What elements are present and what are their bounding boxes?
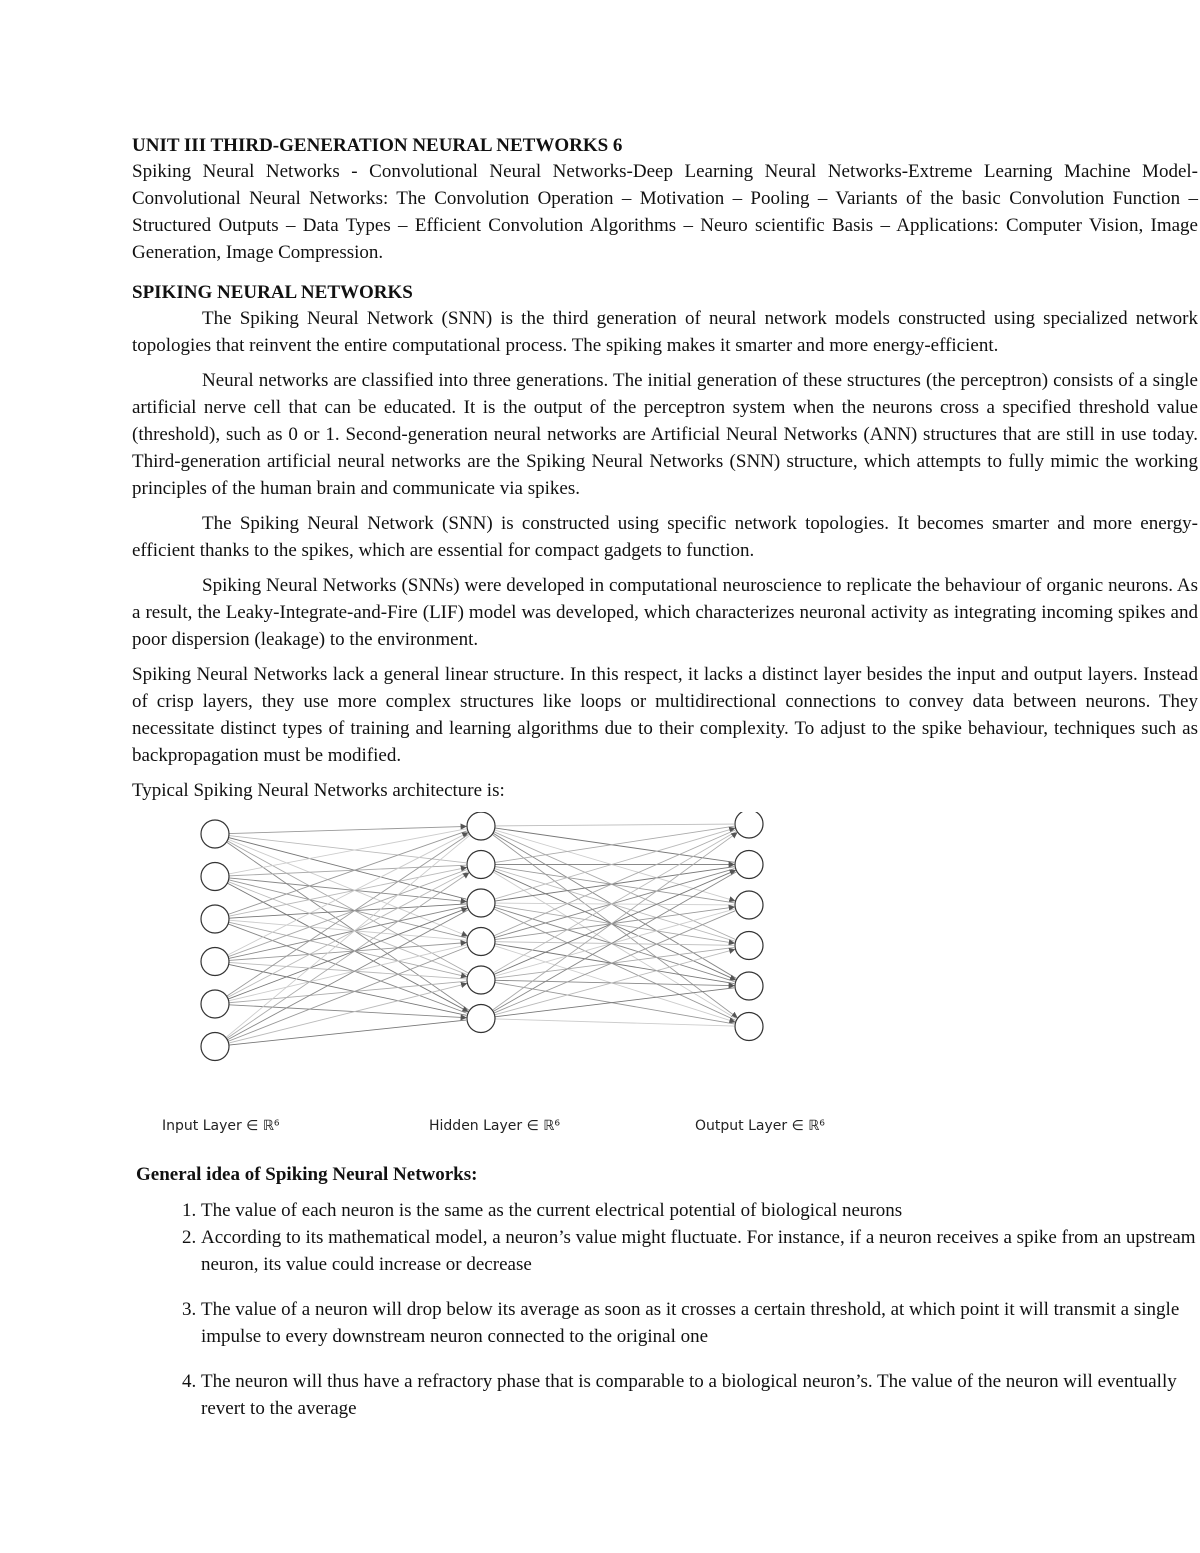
hidden-neuron	[467, 928, 495, 956]
connection-edge	[229, 906, 467, 958]
connection-edge	[495, 824, 734, 826]
snn-architecture-diagram	[152, 812, 912, 1152]
syllabus-paragraph: Spiking Neural Networks - Convolutional Neural Networks-Deep Learning Neural Networks-Extreme Learning Machine Model- Convolutional Neural Networks: The Convolution Operation – Motivation – Pooling – Variants of the basic Convolution Function – Structured Outputs – Data Types – Efficient Convolution Algorithms – Neuro scientific Basis – Applications: Computer Vision, Image Generation, Image Compression.	[132, 161, 1198, 263]
general-idea-list	[132, 1197, 1198, 1422]
connection-edge	[495, 944, 734, 984]
output-layer-label: Output Layer ∈ ℝ⁶	[695, 1118, 825, 1134]
connection-edge	[495, 1019, 734, 1026]
section-heading: SPIKING NEURAL NETWORKS	[132, 282, 413, 303]
paragraph-4: Spiking Neural Networks (SNNs) were developed in computational neuroscience to replicate the behaviour of organic neurons. As a result, the Leaky-Integrate-and-Fire (LIF) model was developed, which characterizes neuronal activity as integrating incoming spikes and poor dispersion (leakage) to the environment.	[132, 575, 1198, 650]
connection-edge	[495, 980, 734, 985]
paragraph-5: Spiking Neural Networks lack a general linear structure. In this respect, it lacks a distinct layer besides the input and output layers. Instead of crisp layers, they use more complex structures like loops or multidirectional connections to convey data between neurons. They necessitate distinct types of training and learning algorithms due to their complexity. To adjust to the spike behaviour, techniques such as backpropagation must be modified.	[132, 664, 1198, 766]
connection-edge	[228, 870, 467, 957]
hidden-neuron	[467, 1005, 495, 1033]
connection-edge	[495, 905, 734, 943]
output-neuron	[735, 851, 763, 879]
paragraph-1: The Spiking Neural Network (SNN) is the third generation of neural network models constructed using specialized network topologies that reinvent the entire computational process. The spiking makes it smarter and more energy-efficient.	[132, 308, 1198, 356]
output-neuron	[735, 932, 763, 960]
hidden-neuron	[467, 966, 495, 994]
connection-edge	[227, 910, 467, 1040]
hidden-neuron	[467, 851, 495, 879]
connection-edge	[229, 826, 466, 833]
list-item: 2. According to its mathematical model, a neuron’s value might fluctuate. For instance, if a neuron receives a spike from an upstream neuron, its value could increase or decrease	[201, 1224, 1198, 1278]
list-item: 3. The value of a neuron will drop below its average as soon as it crosses a certain threshold, at which point it will transmit a single impulse to every downstream neuron connected to the original one	[201, 1296, 1198, 1350]
hidden-neuron	[467, 889, 495, 917]
snn-network-svg	[152, 812, 912, 1112]
connection-edge	[228, 882, 467, 975]
connection-edge	[228, 831, 467, 914]
connection-edge	[227, 834, 469, 996]
output-neuron	[735, 891, 763, 919]
output-neuron	[735, 972, 763, 1000]
list-item: 4. The neuron will thus have a refractory phase that is comparable to a biological neuron’s. The value of the neuron will eventually revert to the average	[201, 1368, 1198, 1422]
paragraph-3: The Spiking Neural Network (SNN) is constructed using specific network topologies. It becomes smarter and more energy-efficient thanks to the spikes, which are essential for compact gadgets to function.	[132, 513, 1198, 561]
output-neuron	[735, 1013, 763, 1041]
connection-edge	[228, 908, 467, 999]
connection-edge	[493, 872, 736, 1012]
connection-edge	[228, 947, 467, 1041]
general-idea-title: General idea of Spiking Neural Networks:	[136, 1164, 478, 1185]
connection-edge	[229, 904, 466, 918]
document-page	[132, 133, 1198, 1422]
input-neuron	[201, 990, 229, 1018]
connection-edge	[493, 872, 736, 1019]
connection-edge	[229, 1005, 466, 1018]
list-item: 1. The value of each neuron is the same as the current electrical potential of biological neurons	[201, 1197, 1198, 1224]
connection-edge	[229, 943, 466, 961]
input-neuron	[201, 948, 229, 976]
connection-edge	[229, 836, 466, 863]
output-neuron	[735, 812, 763, 838]
connection-edge	[495, 988, 734, 1017]
input-layer-label: Input Layer ∈ ℝ⁶	[162, 1118, 280, 1134]
paragraph-6: Typical Spiking Neural Networks architecture is:	[132, 780, 505, 801]
connection-edge	[494, 828, 734, 899]
connection-edge	[227, 871, 467, 997]
connection-edge	[229, 964, 467, 1015]
paragraph-2: Neural networks are classified into three generations. The initial generation of these structures (the perceptron) consists of a single artificial nerve cell that can be educated. It is the output of the perceptron system when the neurons cross a specified threshold value (threshold), such as 0 or 1. Second-generation neural networks are Artificial Neural Networks (ANN) structures that are still in use today. Third-generation artificial neural networks are the Spiking Neural Networks (SNN) structure, which attempts to fully mimic the working principles of the human brain and communicate via spikes.	[132, 370, 1198, 499]
connection-edge	[494, 830, 734, 901]
input-neuron	[201, 905, 229, 933]
hidden-neuron	[467, 812, 495, 840]
input-neuron	[201, 1033, 229, 1061]
connection-edge	[228, 839, 467, 936]
unit-title: UNIT III THIRD-GENERATION NEURAL NETWORKS 6	[132, 135, 623, 156]
input-neuron	[201, 820, 229, 848]
connection-edge	[229, 1020, 466, 1045]
connection-edge	[494, 830, 735, 936]
hidden-layer-label: Hidden Layer ∈ ℝ⁶	[429, 1118, 560, 1134]
connection-edge	[494, 946, 734, 1022]
input-neuron	[201, 863, 229, 891]
